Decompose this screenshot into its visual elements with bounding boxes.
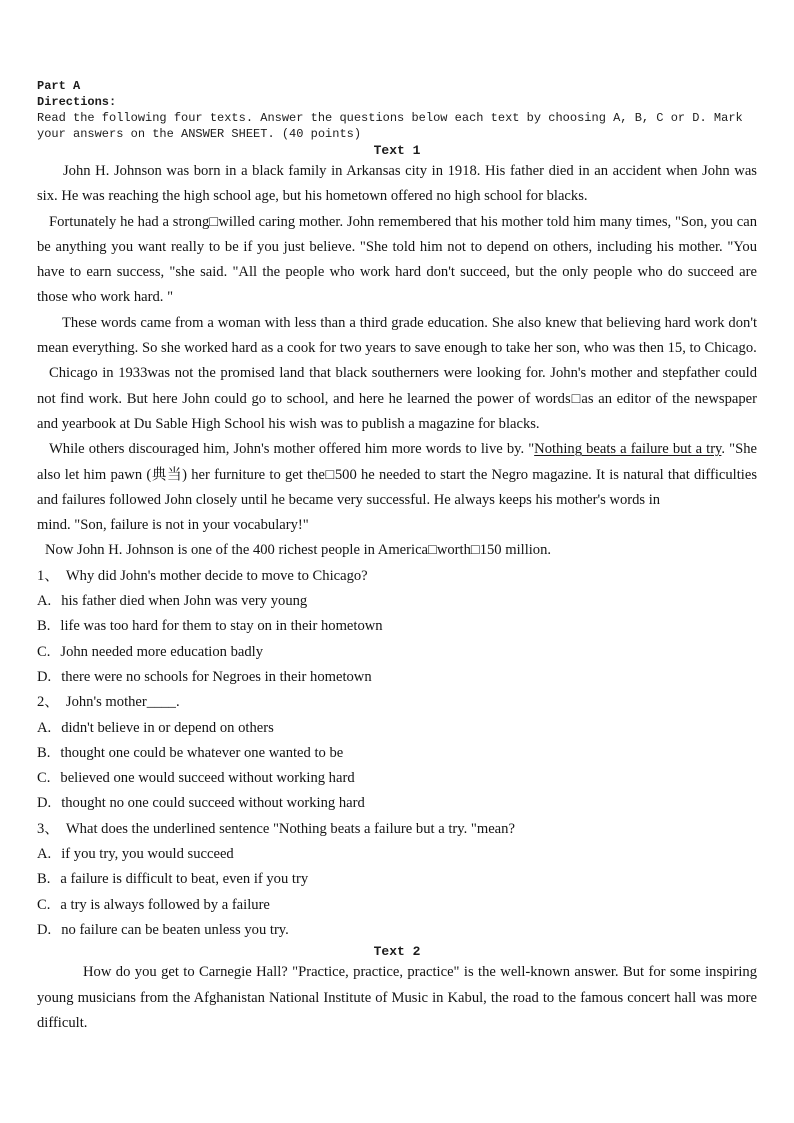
answer-option (37, 918, 757, 943)
question-text: John's mother____. (65, 694, 180, 711)
option-letter: C. (37, 896, 51, 913)
option-text: his father died when John was very young (61, 593, 308, 610)
text1-questions (37, 564, 757, 943)
option-text: life was too hard for them to stay on in their hometown (60, 618, 383, 635)
question-stem (37, 817, 757, 842)
option-letter: C. (37, 770, 51, 787)
answer-option (37, 614, 757, 639)
passage-text-segment: These words came from a woman with less than a third grade education. She also knew that believing hard work don't mean everything. So she worked hard as a cook for two years to save enough to take her son, who was then 15, to Chicago. (37, 314, 757, 357)
option-letter: B. (37, 618, 51, 635)
option-letter: D. (37, 668, 52, 685)
text1-heading: Text 1 (373, 143, 421, 158)
question-number: 1、 (37, 567, 59, 584)
passage-text-segment: Now John H. Johnson is one of the 400 richest people in America□worth□150 million. (45, 542, 552, 559)
option-text: believed one would succeed without working hard (60, 770, 355, 787)
option-text: there were no schools for Negroes in their hometown (61, 668, 372, 685)
question-text: What does the underlined sentence "Nothing beats a failure but a try. "mean? (65, 820, 515, 837)
text2-heading: Text 2 (373, 944, 421, 960)
answer-option (37, 665, 757, 690)
option-text: thought no one could succeed without working hard (61, 795, 365, 812)
option-text: John needed more education badly (60, 643, 264, 660)
question-stem (37, 690, 757, 715)
passage-text-segment: How do you get to Carnegie Hall? "Practice, practice, practice" is the well-known answer. But for some inspiring young musicians from the Afghanistan National Institute of Music in Kabul, the road to the famous concert hall was more difficult. (37, 964, 757, 1031)
answer-option (37, 893, 757, 918)
answer-option (37, 741, 757, 766)
passage-paragraph (37, 311, 757, 362)
answer-option (37, 791, 757, 816)
passage-paragraph (37, 159, 757, 210)
passage-paragraph (37, 513, 757, 538)
directions-label: Directions: (37, 95, 117, 109)
answer-option (37, 867, 757, 892)
option-text: a failure is difficult to beat, even if you try (60, 871, 309, 888)
option-letter: D. (37, 921, 52, 938)
passage-text-segment: Fortunately he had a strong□willed caring mother. John remembered that his mother told him many times, "Son, you can be anything you want really to be if you just believe. "She told him not to depend on others, including his mother. "You have to earn success, "she said. "All the people who work hard don't succeed, but the only people who do succeed are those who work hard. " (37, 213, 757, 306)
option-text: a try is always followed by a failure (60, 896, 270, 913)
answer-option (37, 640, 757, 665)
passage-text-segment: John H. Johnson was born in a black family in Arkansas city in 1918. His father died in an accident when John was six. He was reaching the high school age, but his hometown offered no high school for blacks. (37, 163, 757, 205)
question-number: 2、 (37, 694, 59, 711)
option-letter: C. (37, 643, 51, 660)
passage-text-segment: Chicago in 1933was not the promised land that black southerners were looking for. John's mother and stepfather could not find work. But here John could go to school, and here he learned the power of words□as an editor of the newspaper and yearbook at Du Sable High School his wish was to publish a magazine for blacks. (37, 365, 757, 432)
option-letter: B. (37, 871, 51, 888)
passage-text-segment: While others discouraged him, John's mother offered him more words to live by. " (49, 441, 535, 458)
answer-option (37, 766, 757, 791)
text2-passage (37, 960, 757, 1036)
passage-paragraph (37, 960, 757, 1036)
option-text: if you try, you would succeed (61, 846, 234, 863)
question-text: Why did John's mother decide to move to Chicago? (65, 567, 368, 584)
option-letter: D. (37, 795, 52, 812)
option-text: no failure can be beaten unless you try. (61, 921, 289, 938)
passage-paragraph (37, 210, 757, 311)
option-letter: A. (37, 593, 52, 610)
option-text: didn't believe in or depend on others (61, 719, 274, 736)
option-letter: B. (37, 744, 51, 761)
option-text: thought one could be whatever one wanted to be (60, 744, 344, 761)
underlined-sentence: Nothing beats a failure but a try (534, 441, 722, 458)
option-letter: A. (37, 846, 52, 863)
passage-text-segment: . "She also let him pawn (典当) her furniture to get the□500 he needed to start the Negro magazine. It is natural that difficulties and failures followed John closely until he became very successful. He always keeps his mother's words in (37, 441, 757, 508)
question-stem (37, 564, 757, 589)
answer-option (37, 716, 757, 741)
passage-paragraph (37, 538, 757, 563)
answer-option (37, 589, 757, 614)
text1-passage (37, 159, 757, 564)
passage-paragraph (37, 437, 757, 513)
passage-text-segment: mind. "Son, failure is not in your vocabulary!" (37, 517, 309, 534)
passage-paragraph (37, 361, 757, 437)
part-label: Part A (37, 79, 81, 93)
option-letter: A. (37, 719, 52, 736)
answer-option (37, 842, 757, 867)
question-number: 3、 (37, 820, 59, 837)
directions-text: Read the following four texts. Answer the questions below each text by choosing A, B, C or D. Mark your answers on the ANSWER SHEET. (40 points) (37, 111, 743, 141)
